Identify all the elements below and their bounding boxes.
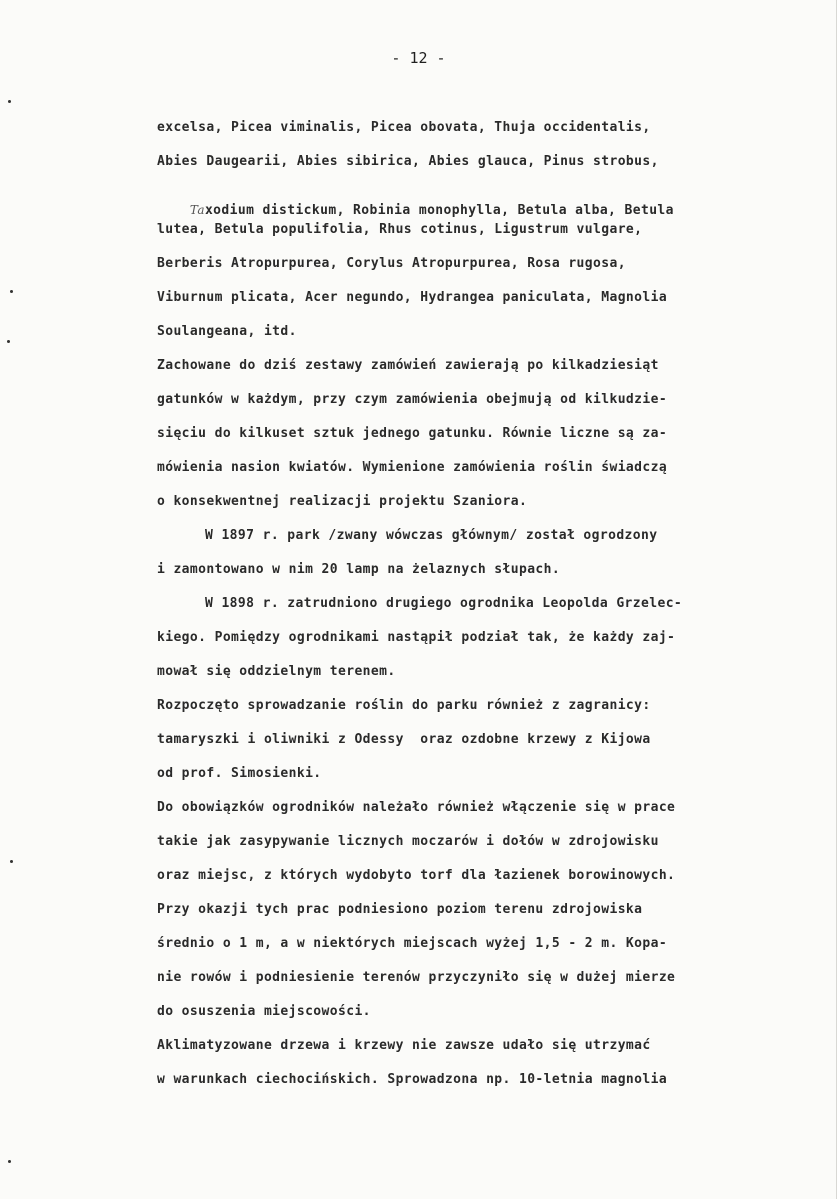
text-line: Abies Daugearii, Abies sibirica, Abies glauca, Pinus strobus, (157, 154, 659, 169)
text-line: excelsa, Picea viminalis, Picea obovata, Thuja occidentalis, (157, 120, 651, 135)
text-line: mówienia nasion kwiatów. Wymienione zamówienia roślin świadczą (157, 460, 668, 475)
text-line: od prof. Simosienki. (157, 766, 322, 781)
text-line: i zamontowano w nim 20 lamp na żelaznych słupach. (157, 562, 561, 577)
scan-speck (8, 1160, 11, 1163)
text-line: Przy okazji tych prac podniesiono poziom terenu zdrojowiska (157, 902, 643, 917)
text-line: średnio o 1 m, a w niektórych miejscach wyżej 1,5 - 2 m. Kopa- (157, 936, 668, 951)
text-line: o konsekwentnej realizacji projektu Szaniora. (157, 494, 528, 509)
text-line: gatunków w każdym, przy czym zamówienia obejmują od kilkudzie- (157, 392, 668, 407)
text-line: nie rowów i podniesienie terenów przyczyniło się w dużej mierze (157, 970, 676, 985)
scan-speck (8, 100, 11, 103)
text-line: Zachowane do dziś zestawy zamówień zawierają po kilkadziesiąt (157, 358, 659, 373)
text-line: kiego. Pomiędzy ogrodnikami nastąpił podział tak, że każdy zaj- (157, 630, 676, 645)
text-line: Do obowiązków ogrodników należało również włączenie się w prace (157, 800, 676, 815)
text-line: mował się oddzielnym terenem. (157, 664, 396, 679)
text-line: Soulangeana, itd. (157, 324, 297, 339)
page-number: - 12 - (391, 49, 446, 67)
text-line: do osuszenia miejscowości. (157, 1004, 371, 1019)
text-line: Berberis Atropurpurea, Corylus Atropurpurea, Rosa rugosa, (157, 256, 626, 271)
scan-speck (10, 290, 13, 293)
text-line: oraz miejsc, z których wydobyto torf dla łazienek borowinowych. (157, 868, 676, 883)
text-line: Aklimatyzowane drzewa i krzewy nie zawsze udało się utrzymać (157, 1038, 651, 1053)
text-line: Viburnum plicata, Acer negundo, Hydrangea paniculata, Magnolia (157, 290, 668, 305)
text-line: tamaryszki i oliwniki z Odessy oraz ozdobne krzewy z Kijowa (157, 732, 651, 747)
text-line: W 1898 r. zatrudniono drugiego ogrodnika Leopolda Grzelec- (205, 596, 683, 611)
text-line-body: xodium distickum, Robinia monophylla, Betula alba, Betula (204, 203, 674, 218)
handwritten-correction: Ta (189, 203, 205, 217)
text-line: Rozpoczęto sprowadzanie roślin do parku również z zagranicy: (157, 698, 651, 713)
text-line: W 1897 r. park /zwany wówczas głównym/ został ogrodzony (205, 528, 658, 543)
text-line: lutea, Betula populifolia, Rhus cotinus, Ligustrum vulgare, (157, 222, 643, 237)
scan-speck (7, 340, 10, 343)
text-line: sięciu do kilkuset sztuk jednego gatunku. Równie liczne są za- (157, 426, 668, 441)
scan-speck (10, 860, 13, 863)
text-line: takie jak zasypywanie licznych moczarów i dołów w zdrojowisku (157, 834, 659, 849)
text-line: w warunkach ciechocińskich. Sprowadzona np. 10-letnia magnolia (157, 1072, 668, 1087)
